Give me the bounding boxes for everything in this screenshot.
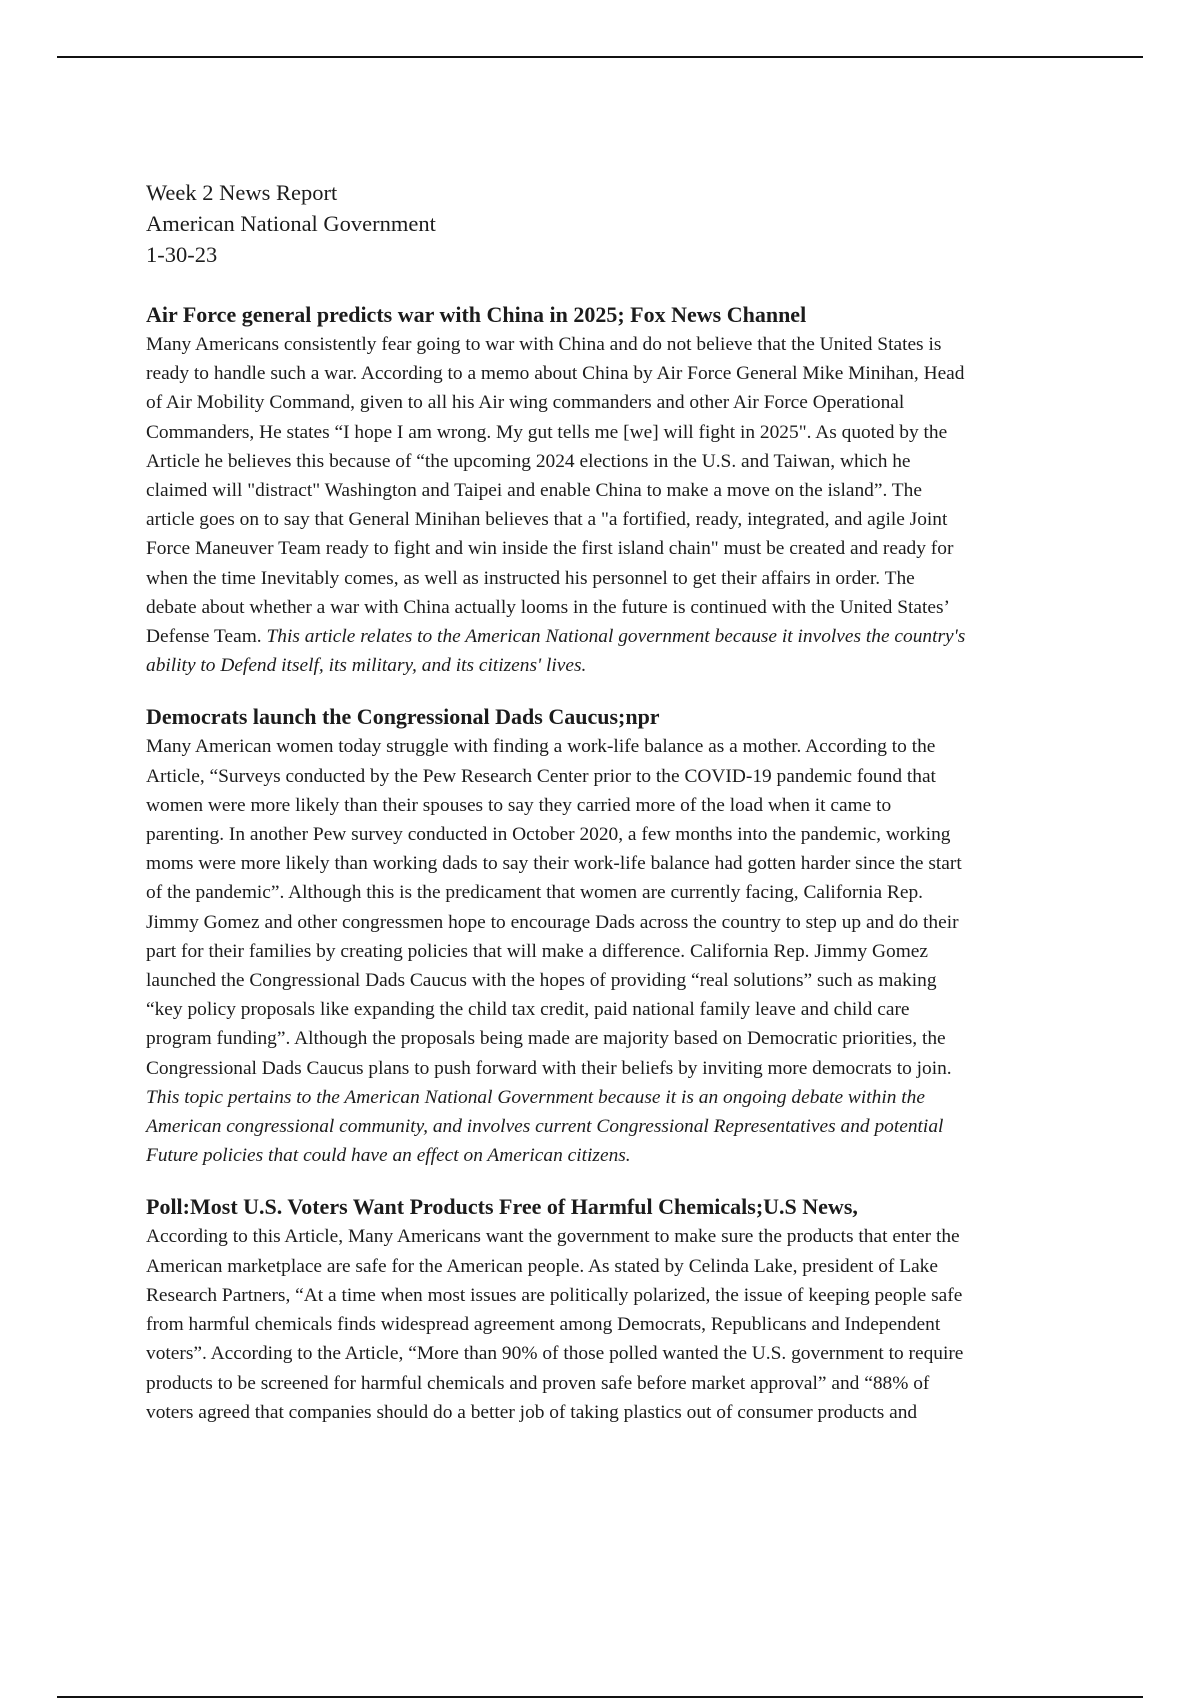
report-date: 1-30-23 <box>146 242 218 267</box>
article-line: Article, “Surveys conducted by the Pew Research Center prior to the COVID-19 pandemic found that <box>146 765 936 787</box>
article-line: Many American women today struggle with finding a work-life balance as a mother. According to the <box>146 736 936 758</box>
article-line: According to this Article, Many Americans want the government to make sure the products that enter the <box>146 1226 960 1248</box>
article-line-plain: Defense Team. <box>146 626 267 648</box>
article-title: Air Force general predicts war with China in 2025; Fox News Channel <box>146 302 807 327</box>
article-line: Research Partners, “At a time when most issues are politically polarized, the issue of keeping people safe <box>146 1284 963 1306</box>
article-line: ready to handle such a war. According to a memo about China by Air Force General Mike Minihan, Head <box>146 363 965 385</box>
article-line: program funding”. Although the proposals being made are majority based on Democratic priorities, the <box>146 1028 946 1050</box>
article-relevance-text: This article relates to the American National government because it involves the country's <box>266 626 966 648</box>
article-line: “key policy proposals like expanding the child tax credit, paid national family leave and child care <box>146 999 910 1021</box>
article-title: Poll:Most U.S. Voters Want Products Free of Harmful Chemicals;U.S News, <box>146 1194 858 1220</box>
article-line: parenting. In another Pew survey conducted in October 2020, a few months into the pandemic, working <box>146 824 951 846</box>
article-1 <box>146 299 1101 680</box>
report-title: Week 2 News Report <box>146 180 338 205</box>
article-line: Jimmy Gomez and other congressmen hope to encourage Dads across the country to step up and do their <box>146 911 959 933</box>
article-line: from harmful chemicals finds widespread agreement among Democrats, Republicans and Independent <box>146 1314 941 1336</box>
article-line: when the time Inevitably comes, as well as instructed his personnel to get their affairs in order. The <box>146 567 915 589</box>
article-line: of Air Mobility Command, given to all his Air wing commanders and other Air Force Operational <box>146 392 905 414</box>
article-relevance-text: American congressional community, and involves current Congressional Representatives and potential <box>146 1116 944 1138</box>
article-relevance-text: This topic pertains to the American National Government because it is an ongoing debate within the <box>146 1086 925 1108</box>
article-relevance-text: Future policies that could have an effect on American citizens. <box>146 1145 631 1167</box>
article-relevance-text: ability to Defend itself, its military, and its citizens' lives. <box>146 655 587 677</box>
article-line: voters”. According to the Article, “More than 90% of those polled wanted the U.S. government to require <box>146 1343 964 1365</box>
article-line: launched the Congressional Dads Caucus with the hopes of providing “real solutions” such as making <box>146 970 937 992</box>
article-line: debate about whether a war with China actually looms in the future is continued with the United States’ <box>146 596 950 618</box>
article-line: Article he believes this because of “the upcoming 2024 elections in the U.S. and Taiwan, which he <box>146 450 911 472</box>
article-line: part for their families by creating policies that will make a difference. California Rep. Jimmy Gomez <box>146 940 929 962</box>
article-title: Democrats launch the Congressional Dads Caucus;npr <box>146 704 660 730</box>
article-2 <box>146 701 1101 1170</box>
article-line: American marketplace are safe for the American people. As stated by Celinda Lake, president of Lake <box>146 1255 938 1277</box>
document-body <box>146 177 1101 1427</box>
bottom-rule <box>57 1696 1143 1698</box>
article-line: moms were more likely than working dads to say their work-life balance had gotten harder since the start <box>146 853 962 875</box>
article-3 <box>146 1191 1101 1426</box>
article-line-mixed <box>146 622 1101 651</box>
article-line: Many Americans consistently fear going to war with China and do not believe that the United States is <box>146 334 942 355</box>
article-line: of the pandemic”. Although this is the predicament that women are currently facing, California Rep. <box>146 882 923 904</box>
article-line: Congressional Dads Caucus plans to push forward with their beliefs by inviting more democrats to join. <box>146 1057 952 1079</box>
article-line: products to be screened for harmful chemicals and proven safe before market approval” and “88% of <box>146 1372 930 1394</box>
article-line: Commanders, He states “I hope I am wrong. My gut tells me [we] will fight in 2025". As quoted by the <box>146 421 948 443</box>
article-line: Force Maneuver Team ready to fight and win inside the first island chain" must be created and ready for <box>146 538 954 560</box>
article-line: article goes on to say that General Minihan believes that a "a fortified, ready, integrated, and agile Joint <box>146 509 948 531</box>
article-line: claimed will "distract" Washington and Taipei and enable China to make a move on the island”. The <box>146 480 922 502</box>
article-line: women were more likely than their spouses to say they carried more of the load when it came to <box>146 794 892 816</box>
top-rule <box>57 56 1143 58</box>
article-line: voters agreed that companies should do a better job of taking plastics out of consumer products and <box>146 1401 918 1423</box>
course-name: American National Government <box>146 211 436 236</box>
